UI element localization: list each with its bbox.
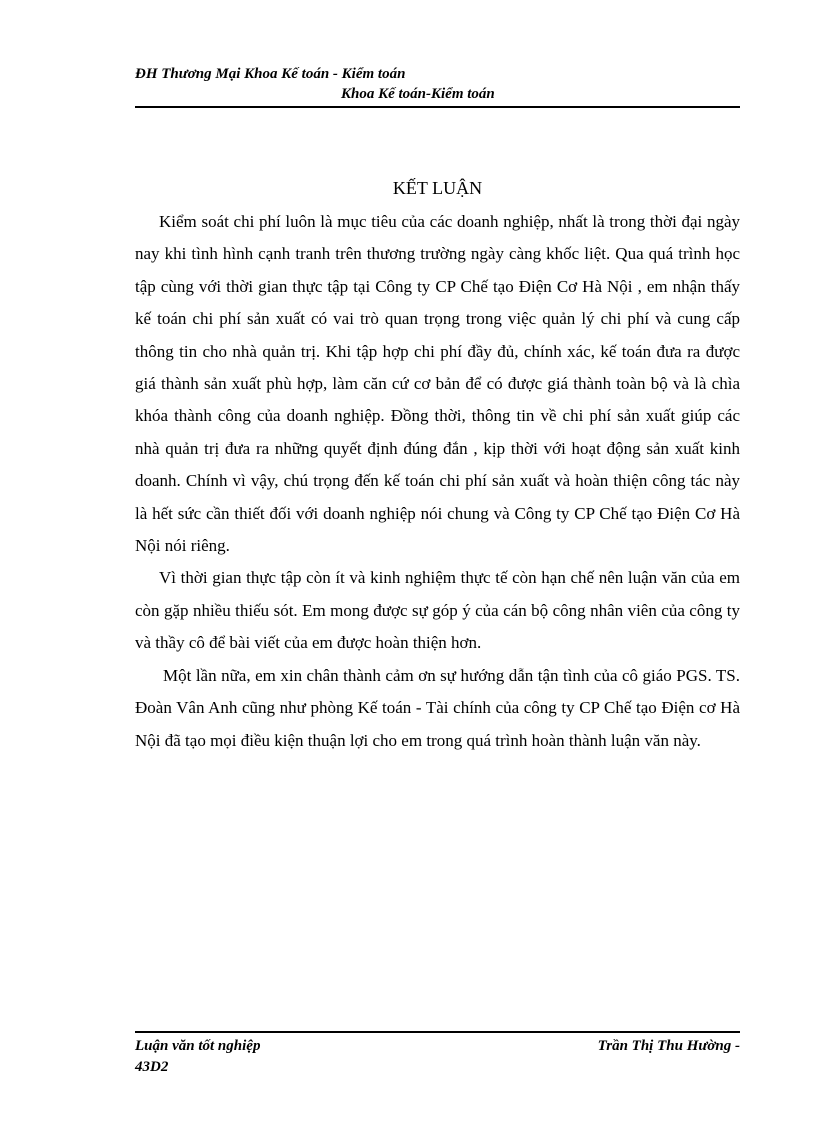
- header-divider: [135, 106, 740, 108]
- paragraph-3: Một lần nữa, em xin chân thành cảm ơn sự hướng dẫn tận tình của cô giáo PGS. TS. Đoàn Vân Anh cũng như phòng Kế toán - Tài chính của công ty CP Chế tạo Điện cơ Hà Nội đã tạo mọi điều kiện thuận lợi cho em trong quá trình hoàn thành luận văn này.: [135, 665, 740, 750]
- footer-author: Trần Thị Thu Hường -: [597, 1038, 740, 1054]
- page-title: KẾT LUẬN: [392, 178, 483, 198]
- page-header: [135, 64, 740, 104]
- paragraph-2: Vì thời gian thực tập còn ít và kinh nghiệm thực tế còn hạn chế nên luận văn của em còn gặp nhiều thiếu sót. Em mong được sự góp ý của cán bộ công nhân viên của công ty và thầy cô để bài viết của em được hoàn thiện hơn.: [135, 568, 740, 653]
- document-body: [135, 206, 740, 757]
- footer-divider: [135, 1031, 740, 1033]
- footer-document-type: Luận văn tốt nghiệp: [135, 1038, 261, 1054]
- footer-class-code: 43D2: [135, 1059, 169, 1075]
- header-faculty: Khoa Kế toán-Kiểm toán: [341, 86, 495, 102]
- header-institution: ĐH Thương Mại Khoa Kế toán - Kiểm toán: [135, 66, 406, 82]
- paragraph-1: Kiểm soát chi phí luôn là mục tiêu của các doanh nghiệp, nhất là trong thời đại ngày nay khi tình hình cạnh tranh trên thương trường ngày càng khốc liệt. Qua quá trình học tập cùng với thời gian thực tập tại Công ty CP Chế tạo Điện Cơ Hà Nội , em nhận thấy kế toán chi phí sản xuất có vai trò quan trọng trong việc quản lý chi phí và cung cấp thông tin cho nhà quản trị. Khi tập hợp chi phí đầy đủ, chính xác, kế toán đưa ra được giá thành sản xuất phù hợp, làm căn cứ cơ bản để có được giá thành toàn bộ và là chìa khóa thành công của doanh nghiệp. Đồng thời, thông tin về chi phí sản xuất giúp các nhà quản trị đưa ra những quyết định đúng đắn , kịp thời với hoạt động sản xuất kinh doanh. Chính vì vậy, chú trọng đến kế toán chi phí sản xuất và hoàn thiện công tác này là hết sức cần thiết đối với doanh nghiệp nói chung và Công ty CP Chế tạo Điện Cơ Hà Nội nói riêng.: [135, 212, 740, 556]
